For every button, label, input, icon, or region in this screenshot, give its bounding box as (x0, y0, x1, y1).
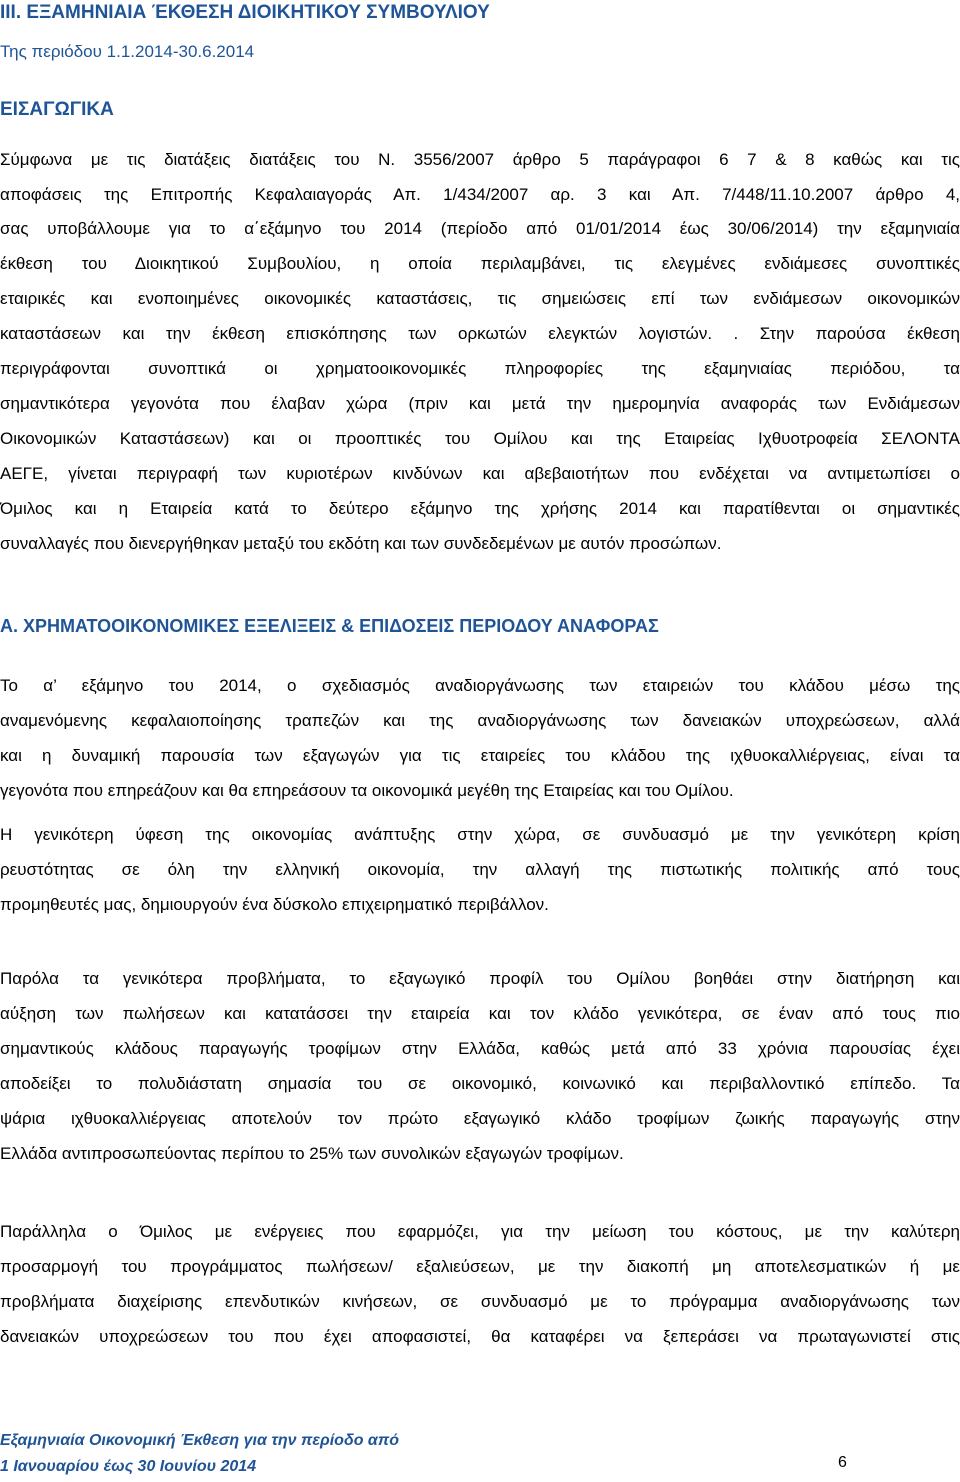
text-line: έκθεση του Διοικητικού Συμβουλίου, η οποία περιλαμβάνει, τις ελεγμένες ενδιάμεσες συνοπτικές (0, 254, 960, 273)
report-period: Της περιόδου 1.1.2014-30.6.2014 (0, 42, 255, 61)
footer-line-1: Εξαμηνιαία Οικονομική Έκθεση για την περίοδο από (0, 1432, 400, 1449)
section-a-title: Α. ΧΡΗΜΑΤΟΟΙΚΟΝΟΜΙΚΕΣ ΕΞΕΛΙΞΕΙΣ & ΕΠΙΔΟΣΕΙΣ ΠΕΡΙΟΔΟΥ ΑΝΑΦΟΡΑΣ (0, 616, 659, 636)
text-line: Ελλάδα αντιπροσωπεύοντας περίπου το 25% των συνολικών εξαγωγών τροφίμων. (0, 1144, 624, 1163)
text-line: σημαντικούς κλάδους παραγωγής τροφίμων στην Ελλάδα, καθώς μετά από 33 χρόνια παρουσίας έχει (0, 1039, 960, 1058)
text-line: αποφάσεις της Επιτροπής Κεφαλαιαγοράς Απ. 1/434/2007 αρ. 3 και Απ. 7/448/11.10.2007 άρθρο 4, (0, 185, 960, 204)
text-line: αποδείξει το πολυδιάστατη σημασία του σε οικονομικό, κοινωνικό και περιβαλλοντικό επίπεδο. Τα (0, 1074, 960, 1093)
intro-title: ΕΙΣΑΓΩΓΙΚΑ (0, 99, 114, 120)
text-line: Παράλληλα ο Όμιλος με ενέργειες που εφαρμόζει, για την μείωση του κόστους, με την καλύτερη (0, 1222, 960, 1241)
text-line: εταιρικές και ενοποιημένες οικονομικές καταστάσεις, τις σημειώσεις επί των ενδιάμεσων οικονομικών (0, 289, 960, 308)
text-line: περιγράφονται συνοπτικά οι χρηματοοικονομικές πληροφορίες της εξαμηνιαίας περιόδου, τα (0, 359, 960, 378)
text-line: Όμιλος και η Εταιρεία κατά το δεύτερο εξάμηνο της χρήσης 2014 και παρατίθενται οι σημαντικές (0, 499, 960, 518)
text-line: Σύμφωνα με τις διατάξεις διατάξεις του Ν. 3556/2007 άρθρο 5 παράγραφοι 6 7 & 8 καθώς και τις (0, 150, 960, 169)
report-title: III. ΕΞΑΜΗΝΙΑΙΑ ΈΚΘΕΣΗ ΔΙΟΙΚΗΤΙΚΟΥ ΣΥΜΒΟΥΛΙΟΥ (0, 2, 490, 23)
text-line: προσαρμογή του προγράμματος πωλήσεων/ εξαλιεύσεων, με την διακοπή μη αποτελεσματικών ή με (0, 1257, 960, 1276)
text-line: ψάρια ιχθυοκαλλιέργειας αποτελούν τον πρώτο εξαγωγικό κλάδο τροφίμων ζωικής παραγωγής στην (0, 1109, 960, 1128)
text-line: συναλλαγές που διενεργήθηκαν μεταξύ του εκδότη και των συνδεδεμένων με αυτόν προσώπων. (0, 534, 722, 553)
text-line: Παρόλα τα γενικότερα προβλήματα, το εξαγωγικό προφίλ του Ομίλου βοηθάει στην διατήρηση και (0, 969, 960, 988)
text-line: Το α’ εξάμηνο του 2014, ο σχεδιασμός αναδιοργάνωσης των εταιρειών του κλάδου μέσω της (0, 676, 960, 695)
text-line: αναμενόμενης κεφαλαιοποίησης τραπεζών και της αναδιοργάνωσης των δανειακών υποχρεώσεων, αλλά (0, 711, 960, 730)
text-line: αύξηση των πωλήσεων και κατατάσσει την εταιρεία και τον κλάδο γενικότερα, σε έναν από τους πιο (0, 1004, 960, 1023)
text-line: δανειακών υποχρεώσεων του που έχει αποφασιστεί, θα καταφέρει να ξεπεράσει να πρωταγωνιστεί στις (0, 1327, 960, 1346)
footer-line-2: 1 Ιανουαρίου έως 30 Ιουνίου 2014 (0, 1458, 257, 1475)
text-line: γεγονότα που επηρεάζουν και θα επηρεάσουν τα οικονομικά μεγέθη της Εταιρείας και του Ομίλου. (0, 781, 734, 800)
text-line: Η γενικότερη ύφεση της οικονομίας ανάπτυξης στην χώρα, σε συνδυασμό με την γενικότερη κρίση (0, 825, 960, 844)
page-footer (0, 1432, 960, 1482)
text-line: σας υποβάλλουμε για το α΄εξάμηνο του 2014 (περίοδο από 01/01/2014 έως 30/06/2014) την εξαμηνιαία (0, 219, 960, 238)
text-line: προβλήματα διαχείρισης επενδυτικών κινήσεων, σε συνδυασμό με το πρόγραμμα αναδιοργάνωσης των (0, 1292, 960, 1311)
text-line: και η δυναμική παρουσία των εξαγωγών για τις εταιρείες του κλάδου της ιχθυοκαλλιέργειας, είναι τα (0, 746, 960, 765)
text-line: ρευστότητας σε όλη την ελληνική οικονομία, την αλλαγή της πιστωτικής πολιτικής από τους (0, 860, 960, 879)
text-line: Οικονομικών Καταστάσεων) και οι προοπτικές του Ομίλου και της Εταιρείας Ιχθυοτροφεία ΣΕΛΟΝΤΑ (0, 429, 960, 448)
text-line: σημαντικότερα γεγονότα που έλαβαν χώρα (πριν και μετά την ημερομηνία αναφοράς των Ενδιάμεσων (0, 394, 960, 413)
text-line: ΑΕΓΕ, γίνεται περιγραφή των κυριοτέρων κινδύνων και αβεβαιοτήτων που ενδέχεται να αντιμετωπίσει ο (0, 464, 960, 483)
page-number: 6 (838, 1454, 847, 1471)
text-line: προμηθευτές μας, δημιουργούν ένα δύσκολο επιχειρηματικό περιβάλλον. (0, 895, 549, 914)
text-line: καταστάσεων και την έκθεση επισκόπησης των ορκωτών ελεγκτών λογιστών. . Στην παρούσα έκθεση (0, 324, 960, 343)
